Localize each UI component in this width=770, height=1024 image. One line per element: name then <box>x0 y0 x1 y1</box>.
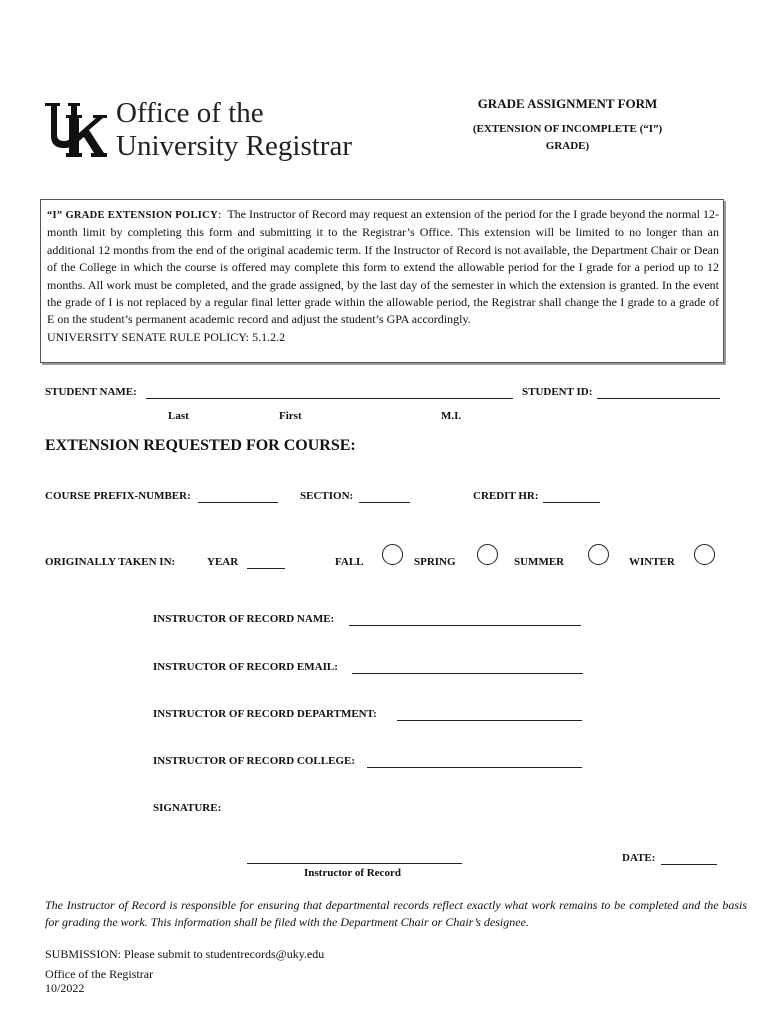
credit-hr-field[interactable] <box>543 490 600 503</box>
instructor-name-field[interactable] <box>349 613 581 626</box>
term-summer-label: SUMMER <box>514 556 565 568</box>
instructor-dept-field[interactable] <box>397 708 582 721</box>
instructor-college-field[interactable] <box>367 755 582 768</box>
office-footer: Office of the Registrar <box>45 967 154 981</box>
student-name-field[interactable] <box>146 386 513 399</box>
form-subtitle-1: (EXTENSION OF INCOMPLETE (“I”) <box>472 123 663 135</box>
name-first-caption: First <box>279 410 302 422</box>
date-label: DATE: <box>622 852 656 864</box>
name-mi-caption: M.I. <box>441 410 462 422</box>
uk-logo <box>44 101 108 159</box>
course-heading: EXTENSION REQUESTED FOR COURSE: <box>45 437 356 454</box>
logo-line1: Office of the <box>116 97 264 129</box>
responsibility-note: The Instructor of Record is responsible for ensuring that departmental records reflect exactly what work remains to be completed and the basis for grading the work. This information shall be filed with the Department Chair or Chair’s designee. <box>45 898 747 929</box>
student-id-label: STUDENT ID: <box>522 386 593 398</box>
instructor-email-field[interactable] <box>352 661 583 674</box>
policy-heading: “I” GRADE EXTENSION POLICY <box>47 210 218 221</box>
year-label: YEAR <box>207 556 239 568</box>
instructor-email-label: INSTRUCTOR OF RECORD EMAIL: <box>153 661 338 673</box>
form-title: GRADE ASSIGNMENT FORM <box>477 96 658 111</box>
policy-text: The Instructor of Record may request an extension of the period for the I grade beyond the normal 12-month limit by completing this form and submitting it to the Registrar’s Office. This extension will be limited to no longer than an additional 12 months from the end of the original academic term. If the Instructor of Record is not available, the Department Chair or Dean of the College in which the course is offered may complete this form to extend the allowable period for the I grade for a period up to 12 months. All work must be completed, and the grade assigned, by the last day of the semester in which the extension is granted. In the event the grade of I is not replaced by a regular final letter grade within the allowable period, the Registrar shall change the I grade to a grade of E on the student’s permanent academic record and adjust the student’s GPA accordingly. <box>47 207 719 327</box>
instructor-name-label: INSTRUCTOR OF RECORD NAME: <box>153 613 335 625</box>
logo-line2: University Registrar <box>116 130 352 162</box>
credit-hr-label: CREDIT HR: <box>473 490 539 502</box>
course-prefix-label: COURSE PREFIX-NUMBER: <box>45 490 191 502</box>
signature-caption: Instructor of Record <box>304 867 401 879</box>
policy-rule: UNIVERSITY SENATE RULE POLICY: 5.1.2.2 <box>47 329 286 344</box>
section-field[interactable] <box>359 490 410 503</box>
signature-label: SIGNATURE: <box>153 802 222 814</box>
signature-field[interactable] <box>247 851 462 864</box>
form-date: 10/2022 <box>45 981 85 995</box>
year-field[interactable] <box>247 556 285 569</box>
submission-note: SUBMISSION: Please submit to studentrecords@uky.edu <box>45 947 325 961</box>
section-label: SECTION: <box>300 490 354 502</box>
date-field[interactable] <box>661 852 717 865</box>
term-winter-radio[interactable] <box>694 544 715 565</box>
term-spring-label: SPRING <box>414 556 456 568</box>
uk-logo-mark <box>44 101 108 159</box>
student-id-field[interactable] <box>597 386 720 399</box>
taken-in-label: ORIGINALLY TAKEN IN: <box>45 556 176 568</box>
student-name-label: STUDENT NAME: <box>45 386 137 398</box>
policy-box: “I” GRADE EXTENSION POLICY: The Instructor of Record may request an extension of the period for the I grade beyond the normal 12-month limit by completing this form and submitting it to the Registrar’s Office. This extension will be limited to no longer than an additional 12 months from the end of the original academic term. If the Instructor of Record is not available, the Department Chair or Dean of the College in which the course is offered may complete this form to extend the allowable period for the I grade for a period up to 12 months. All work must be completed, and the grade assigned, by the last day of the semester in which the extension is granted. In the event the grade of I is not replaced by a regular final letter grade within the allowable period, the Registrar shall change the I grade to a grade of E on the student’s permanent academic record and adjust the student’s GPA accordingly. UNIVERSITY SENATE RULE POLICY: 5.1.2.2 <box>40 199 724 363</box>
term-winter-label: WINTER <box>629 556 675 568</box>
form-subtitle-2: GRADE) <box>545 140 590 152</box>
course-prefix-field[interactable] <box>198 490 278 503</box>
term-fall-label: FALL <box>335 556 364 568</box>
term-summer-radio[interactable] <box>588 544 609 565</box>
name-last-caption: Last <box>168 410 189 422</box>
instructor-dept-label: INSTRUCTOR OF RECORD DEPARTMENT: <box>153 708 377 720</box>
term-fall-radio[interactable] <box>382 544 403 565</box>
instructor-college-label: INSTRUCTOR OF RECORD COLLEGE: <box>153 755 356 767</box>
term-spring-radio[interactable] <box>477 544 498 565</box>
